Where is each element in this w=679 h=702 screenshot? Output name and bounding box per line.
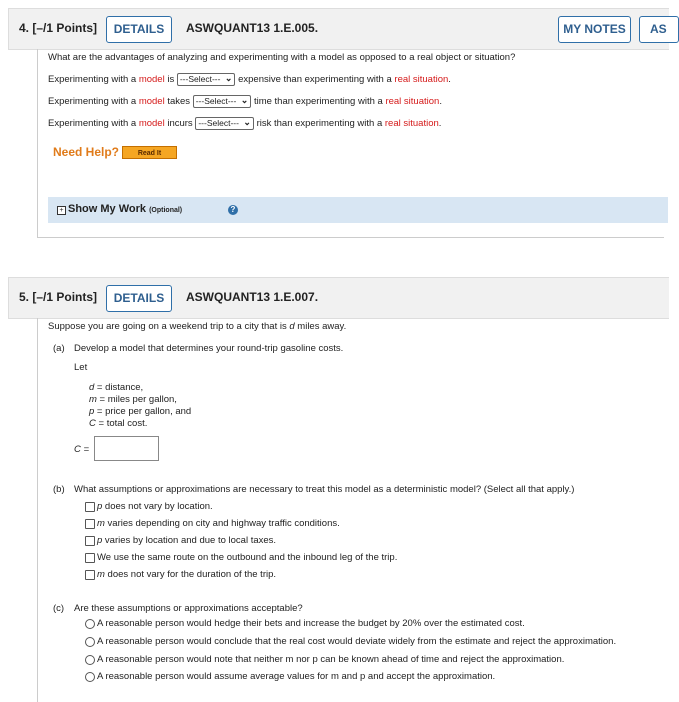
my-notes-button[interactable]: MY NOTES bbox=[558, 16, 631, 43]
acceptability-option-label: A reasonable person would note that neither m nor p can be known ahead of time and reject the approximation. bbox=[97, 654, 565, 665]
q4-points: 4. [–/1 Points] bbox=[19, 21, 98, 35]
model-link: model bbox=[138, 96, 165, 108]
acceptability-option-label: A reasonable person would assume average values for m and p and accept the approximation. bbox=[97, 671, 496, 682]
definition-d: d = distance, bbox=[89, 382, 144, 393]
q4-prompt: What are the advantages of analyzing and experimenting with a model as opposed to a real object or situation? bbox=[48, 52, 516, 63]
chevron-down-icon: ⌄ bbox=[243, 117, 251, 127]
part-a-label: (a) bbox=[53, 343, 65, 354]
total-cost-input[interactable] bbox=[94, 436, 159, 461]
q4-code: ASWQUANT13 1.E.005. bbox=[186, 21, 319, 35]
show-my-work-label: Show My Work (Optional) bbox=[68, 203, 183, 215]
checkbox[interactable] bbox=[85, 502, 95, 512]
q4-line1: Experimenting with a model is ---Select--- ⌄ expensive than experimenting with a real situation. bbox=[48, 73, 451, 86]
q4-line2: Experimenting with a model takes ---Select--- ⌄ time than experimenting with a real situation. bbox=[48, 95, 442, 108]
q5-details-button[interactable]: DETAILS bbox=[106, 285, 172, 312]
need-help-label: Need Help? bbox=[53, 145, 120, 159]
q5-header bbox=[8, 277, 669, 319]
q4-header bbox=[8, 8, 669, 50]
checkbox[interactable] bbox=[85, 570, 95, 580]
checkbox[interactable] bbox=[85, 553, 95, 563]
checkbox[interactable] bbox=[85, 519, 95, 529]
help-icon[interactable]: ? bbox=[228, 205, 238, 215]
definition-c: C = total cost. bbox=[89, 418, 148, 429]
show-my-work-panel[interactable] bbox=[48, 197, 668, 223]
q4-body-frame bbox=[37, 49, 38, 237]
real-situation-link: real situation bbox=[385, 96, 440, 108]
checkbox[interactable] bbox=[85, 536, 95, 546]
chevron-down-icon: ⌄ bbox=[224, 73, 233, 83]
part-c-text: Are these assumptions or approximations acceptable? bbox=[74, 603, 303, 614]
radio-button[interactable] bbox=[85, 672, 95, 682]
model-link: model bbox=[138, 118, 165, 130]
q5-code: ASWQUANT13 1.E.007. bbox=[186, 290, 319, 304]
assumption-option-label: p varies by location and due to local taxes. bbox=[97, 535, 277, 546]
assumption-option-label: m varies depending on city and highway traffic conditions. bbox=[97, 518, 340, 529]
part-b-label: (b) bbox=[53, 484, 65, 495]
real-situation-link: real situation bbox=[394, 74, 449, 86]
part-a-text: Develop a model that determines your round-trip gasoline costs. bbox=[74, 343, 344, 354]
assumption-option-label: m does not vary for the duration of the trip. bbox=[97, 569, 277, 580]
read-it-button[interactable]: Read It bbox=[122, 146, 177, 159]
q4-line3: Experimenting with a model incurs ---Select--- ⌄ risk than experimenting with a real situation. bbox=[48, 117, 442, 130]
q5-body-frame bbox=[37, 318, 38, 702]
chevron-down-icon: ⌄ bbox=[240, 95, 249, 105]
acceptability-option-label: A reasonable person would conclude that the real cost would deviate widely from the estimate and reject the approximation. bbox=[97, 636, 617, 647]
definition-m: m = miles per gallon, bbox=[89, 394, 177, 405]
q4-bottom-rule bbox=[37, 237, 664, 238]
acceptability-option-label: A reasonable person would hedge their bets and increase the budget by 20% over the estimated cost. bbox=[97, 618, 525, 629]
real-situation-link: real situation bbox=[384, 118, 439, 130]
ask-button[interactable]: AS bbox=[639, 16, 679, 43]
definition-p: p = price per gallon, and bbox=[89, 406, 192, 417]
let-label: Let bbox=[74, 362, 88, 373]
c-equals-label: C = bbox=[74, 444, 90, 455]
q5-points: 5. [–/1 Points] bbox=[19, 290, 98, 304]
q5-intro: Suppose you are going on a weekend trip to a city that is d miles away. bbox=[48, 321, 347, 332]
model-link: model bbox=[138, 74, 165, 86]
radio-button[interactable] bbox=[85, 637, 95, 647]
part-b-text: What assumptions or approximations are necessary to treat this model as a deterministic model? (Select all that apply.) bbox=[74, 484, 575, 495]
q4-select-3[interactable]: ---Select--- ⌄ bbox=[195, 117, 254, 130]
assumption-option-label: p does not vary by location. bbox=[97, 501, 213, 512]
assumption-option-label: We use the same route on the outbound and the inbound leg of the trip. bbox=[97, 552, 398, 563]
expand-icon[interactable]: + bbox=[57, 206, 66, 215]
part-c-label: (c) bbox=[53, 603, 65, 614]
radio-button[interactable] bbox=[85, 619, 95, 629]
q4-details-button[interactable]: DETAILS bbox=[106, 16, 172, 43]
q4-select-2[interactable]: ---Select--- ⌄ bbox=[193, 95, 252, 108]
radio-button[interactable] bbox=[85, 655, 95, 665]
q4-select-1[interactable]: ---Select--- ⌄ bbox=[177, 73, 236, 86]
